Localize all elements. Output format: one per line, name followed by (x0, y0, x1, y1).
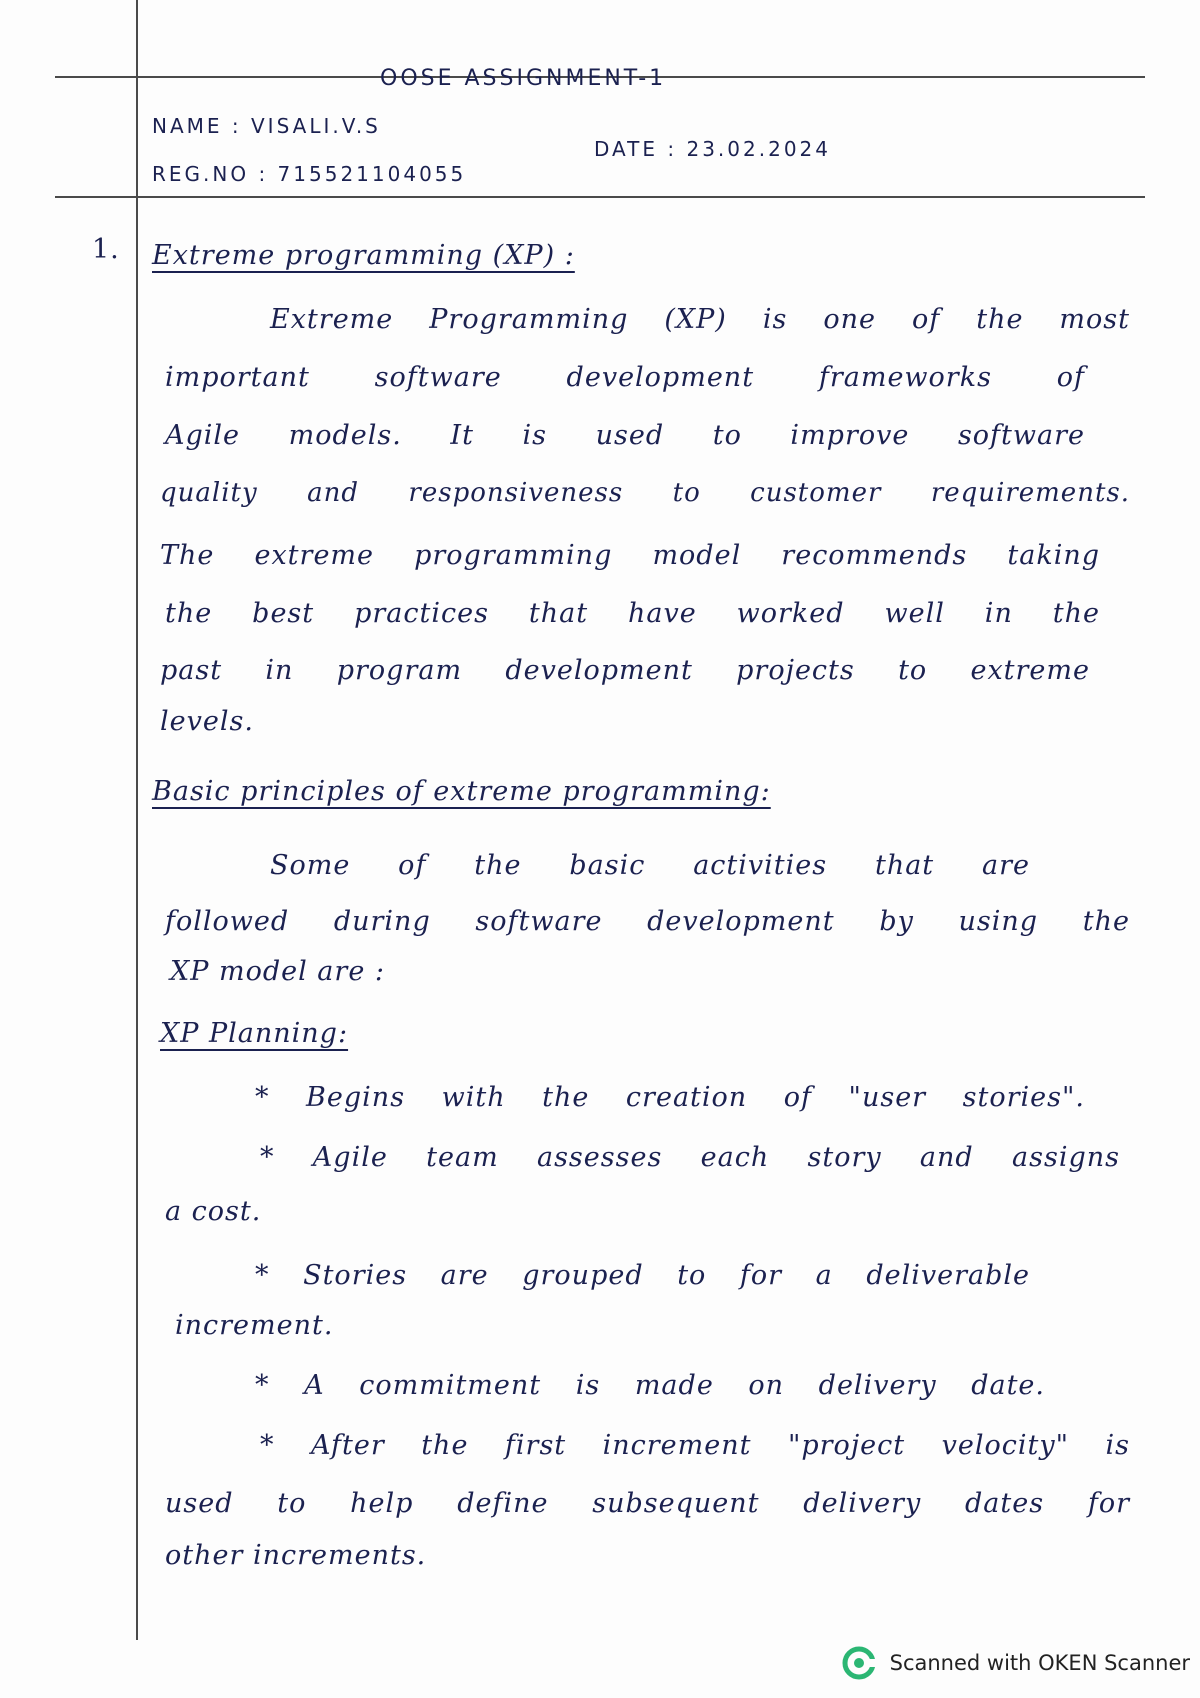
margin-line (136, 0, 138, 1640)
bullet-line: a cost. (165, 1196, 262, 1227)
paragraph-line: Some of the basic activities that are (270, 850, 1030, 881)
header-rule (55, 196, 1145, 198)
paragraph-line: XP model are : (170, 956, 385, 987)
paragraph-line: followed during software development by using the (165, 906, 1130, 937)
paragraph-line: the best practices that have worked well in the (165, 598, 1100, 629)
bullet-line: used to help define subsequent delivery dates for (165, 1488, 1130, 1519)
bullet-line: * Agile team assesses each story and assigns (260, 1142, 1120, 1173)
paragraph-line: Extreme Programming (XP) is one of the most (270, 304, 1130, 335)
assignment-date: DATE : 23.02.2024 (594, 137, 831, 161)
paragraph-line: past in program development projects to extreme (160, 655, 1090, 686)
bullet-line: other increments. (165, 1540, 427, 1571)
assignment-title: OOSE ASSIGNMENT-1 (380, 66, 667, 91)
scanner-watermark-text: Scanned with OKEN Scanner (889, 1651, 1190, 1675)
section-heading-principles: Basic principles of extreme programming: (152, 776, 771, 807)
paragraph-line: Agile models. It is used to improve software (165, 420, 1085, 451)
paragraph-line: quality and responsiveness to customer requirements. (160, 478, 1130, 508)
question-number: 1. (92, 234, 120, 265)
section-heading-xp-planning: XP Planning: (160, 1018, 349, 1049)
oken-scanner-logo-icon (842, 1646, 876, 1680)
paragraph-line: levels. (160, 706, 254, 737)
bullet-line: * A commitment is made on delivery date. (255, 1370, 1045, 1401)
paragraph-line: important software development frameworks of (165, 362, 1085, 393)
student-name: NAME : VISALI.V.S (152, 114, 381, 138)
register-number: REG.NO : 715521104055 (152, 162, 467, 186)
paragraph-line: The extreme programming model recommends taking (160, 540, 1100, 571)
bullet-line: * Stories are grouped to for a deliverable (255, 1260, 1030, 1291)
bullet-line: * Begins with the creation of "user stories". (255, 1082, 1085, 1113)
bullet-line: * After the first increment "project velocity" is (260, 1430, 1130, 1461)
section-heading-xp: Extreme programming (XP) : (152, 240, 575, 271)
scanner-watermark (842, 1646, 1190, 1680)
bullet-line: increment. (175, 1310, 334, 1341)
